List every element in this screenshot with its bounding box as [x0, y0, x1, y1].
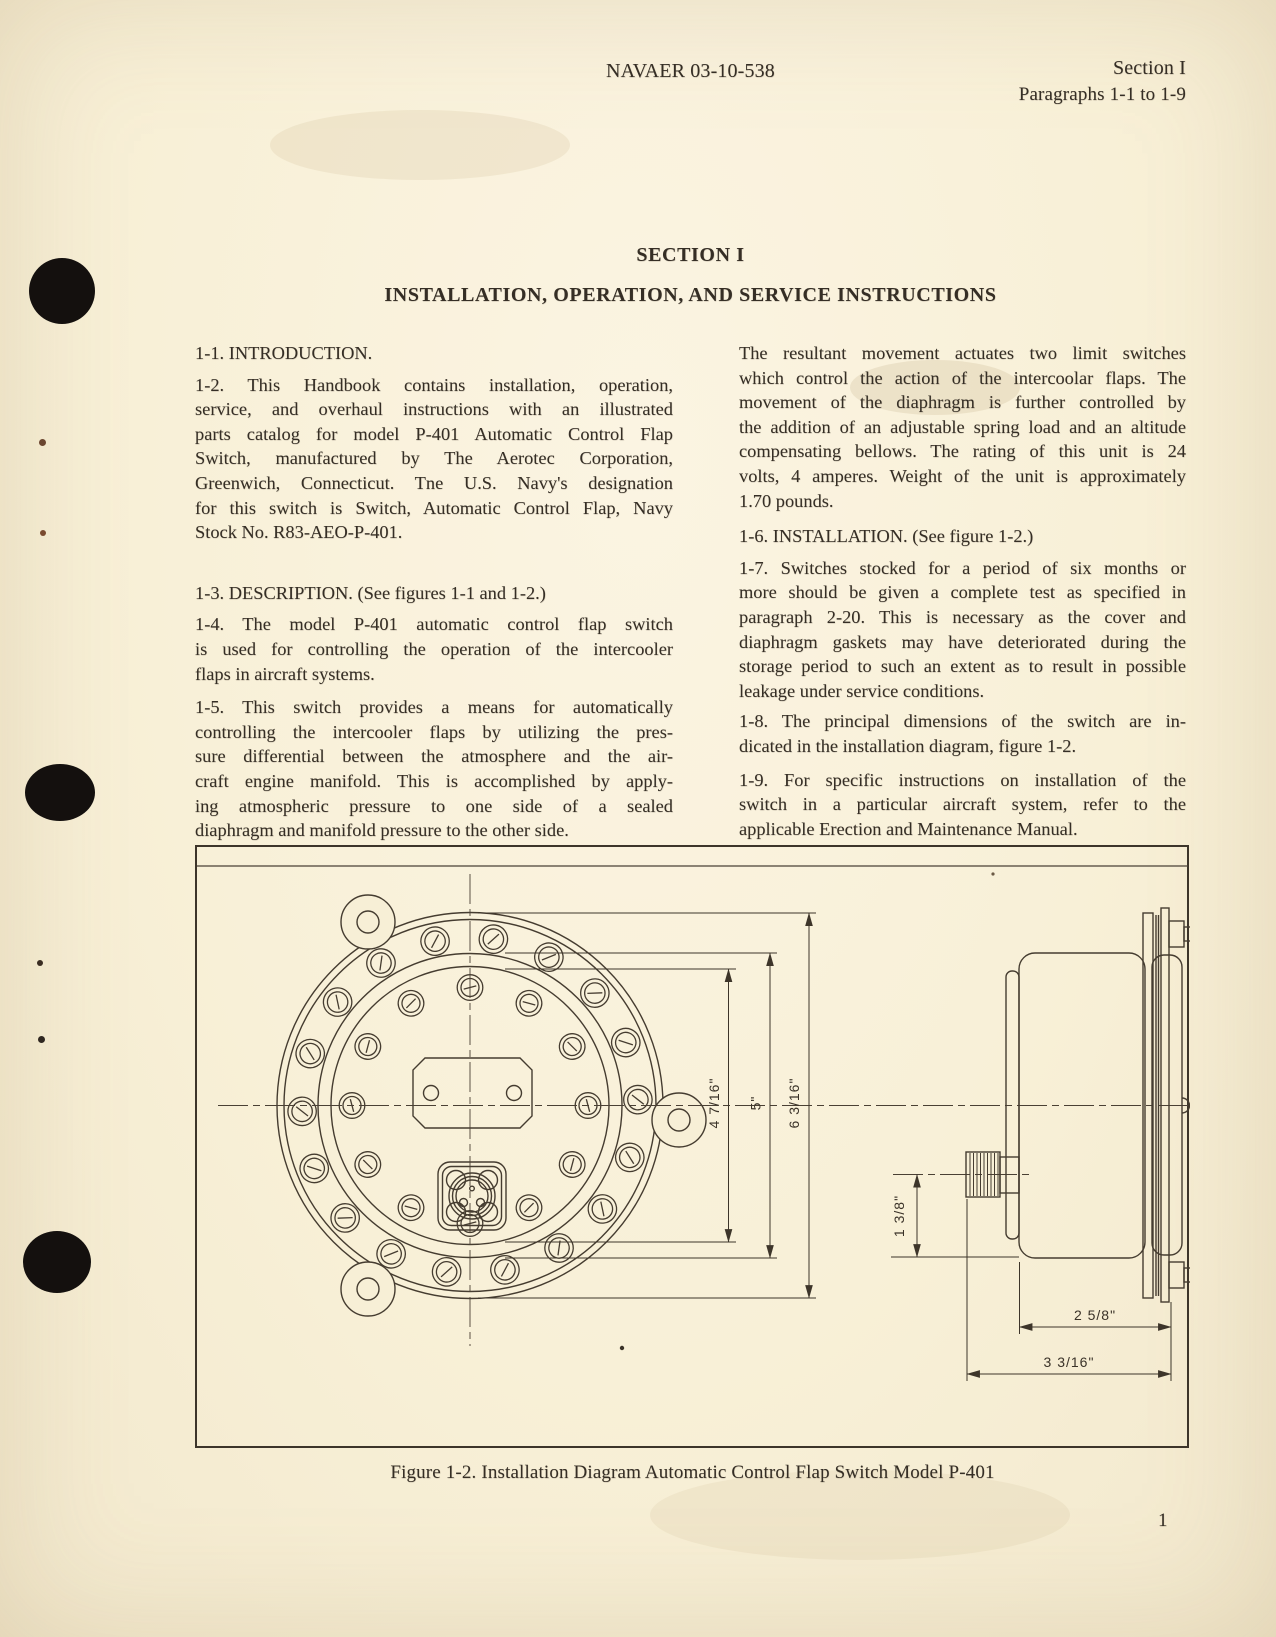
text-line: The resultant movement actuates two limit switches [739, 343, 1186, 363]
section-subtitle: INSTALLATION, OPERATION, AND SERVICE INSTRUCTIONS [384, 284, 997, 306]
text-line: dicated in the installation diagram, figure 1-2. [739, 735, 1077, 756]
heading-1-3: 1-3. DESCRIPTION. (See figures 1-1 and 1-2.) [195, 582, 546, 603]
text-line: paragraph 2-20. This is necessary as the cover and [739, 606, 1186, 627]
text-line: for this switch is Switch, Automatic Control Flap, Navy [195, 497, 673, 518]
flange-bolt [1169, 921, 1190, 1288]
text-line: applicable Erection and Maintenance Manual. [739, 818, 1078, 839]
heading-1-1: 1-1. INTRODUCTION. [195, 343, 373, 363]
figure-drawing [195, 845, 1190, 1447]
page-number: 1 [1158, 1510, 1168, 1531]
column-right [739, 341, 1186, 841]
paragraph-1-9 [739, 768, 1186, 842]
electrical-connector [438, 1162, 506, 1230]
side-view [966, 908, 1190, 1302]
paragraph-1-7 [739, 556, 1186, 704]
binder-hole-middle [25, 764, 95, 821]
text-line: storage period to such an extent as to result in possible [739, 656, 1186, 677]
column-left [195, 341, 673, 843]
paragraph-1-5 [195, 695, 673, 843]
text-line: which control the action of the intercoolar flaps. The [739, 367, 1186, 388]
dim-label-side-depth: 2 5/8" [1073, 1307, 1117, 1323]
paragraph-1-8 [739, 709, 1186, 758]
dim-label-side-fitting: 1 3/8" [891, 1194, 907, 1238]
paragraph-1-4 [195, 612, 673, 686]
paper-stain [270, 110, 570, 180]
text-line: service, and overhaul instructions with an illustrated [195, 399, 673, 420]
text-line: the addition of an adjustable spring load and an altitude [739, 416, 1186, 437]
figure-caption: Figure 1-2. Installation Diagram Automatic Control Flap Switch Model P-401 [390, 1462, 995, 1483]
text-line: is used for controlling the operation of the intercooler [195, 638, 673, 659]
text-line: flaps in aircraft systems. [195, 663, 375, 684]
binder-hole-top [29, 258, 95, 324]
text-line: 1-8. The principal dimensions of the switch are in- [739, 711, 1186, 732]
text-line: more should be given a complete test as specified in [739, 582, 1186, 603]
ink-speck [991, 872, 994, 875]
heading-1-6: 1-6. INSTALLATION. (See figure 1-2.) [739, 526, 1034, 547]
dim-label-side-overall: 3 3/16" [1043, 1354, 1095, 1370]
text-line: 1-7. Switches stocked for a period of six months or [739, 557, 1186, 578]
header-section: Section I [1112, 57, 1186, 79]
text-line: 1-5. This switch provides a means for automatically [195, 697, 673, 718]
text-line: 1-2. This Handbook contains installation, operation, [195, 374, 673, 395]
ink-speck [40, 530, 46, 536]
text-line: Switch, manufactured by The Aerotec Corporation, [195, 448, 673, 469]
section-title: SECTION I [636, 244, 745, 266]
header-doc-number: NAVAER 03-10-538 [606, 60, 775, 82]
binder-hole-bottom [23, 1231, 91, 1293]
text-line: Greenwich, Connecticut. Tne U.S. Navy's designation [195, 472, 673, 493]
text-line: Stock No. R83-AEO-P-401. [195, 522, 403, 543]
text-line: parts catalog for model P-401 Automatic Control Flap [195, 423, 673, 444]
text-line: volts, 4 amperes. Weight of the unit is approximately [739, 465, 1186, 486]
text-line: 1.70 pounds. [739, 490, 834, 511]
ink-speck [39, 439, 46, 446]
dim-label-front-middle: 5" [747, 1095, 764, 1111]
ink-speck [37, 960, 43, 966]
paragraph-1-5-continued [739, 341, 1186, 513]
header-paragraph-range: Paragraphs 1-1 to 1-9 [1018, 84, 1186, 105]
text-line: sure differential between the atmosphere and the air- [195, 746, 673, 767]
dimension-lines [478, 913, 1171, 1381]
text-line: 1-9. For specific instructions on installation of the [739, 769, 1186, 790]
text-line: leakage under service conditions. [739, 680, 985, 701]
text-line: 1-4. The model P-401 automatic control flap switch [195, 614, 673, 635]
text-line: diaphragm and manifold pressure to the other side. [195, 820, 569, 841]
text-line: movement of the diaphragm is further controlled by [739, 392, 1186, 413]
text-line: switch in a particular aircraft system, refer to the [739, 794, 1186, 815]
nameplate [413, 1058, 532, 1128]
text-line: controlling the intercooler flaps by utilizing the pres- [195, 721, 673, 742]
text-line: craft engine manifold. This is accomplished by apply- [195, 770, 673, 791]
ink-speck [38, 1036, 45, 1043]
dim-label-front-outer: 6 3/16" [786, 1077, 802, 1129]
ink-speck [620, 1346, 624, 1350]
text-line: diaphragm gaskets may have deteriorated during the [739, 631, 1186, 652]
text-line: compensating bellows. The rating of this unit is 24 [739, 441, 1186, 462]
dim-label-front-inner: 4 7/16" [706, 1077, 722, 1129]
paragraph-1-2 [195, 373, 673, 545]
text-line: ing atmospheric pressure to one side of a sealed [195, 795, 673, 816]
